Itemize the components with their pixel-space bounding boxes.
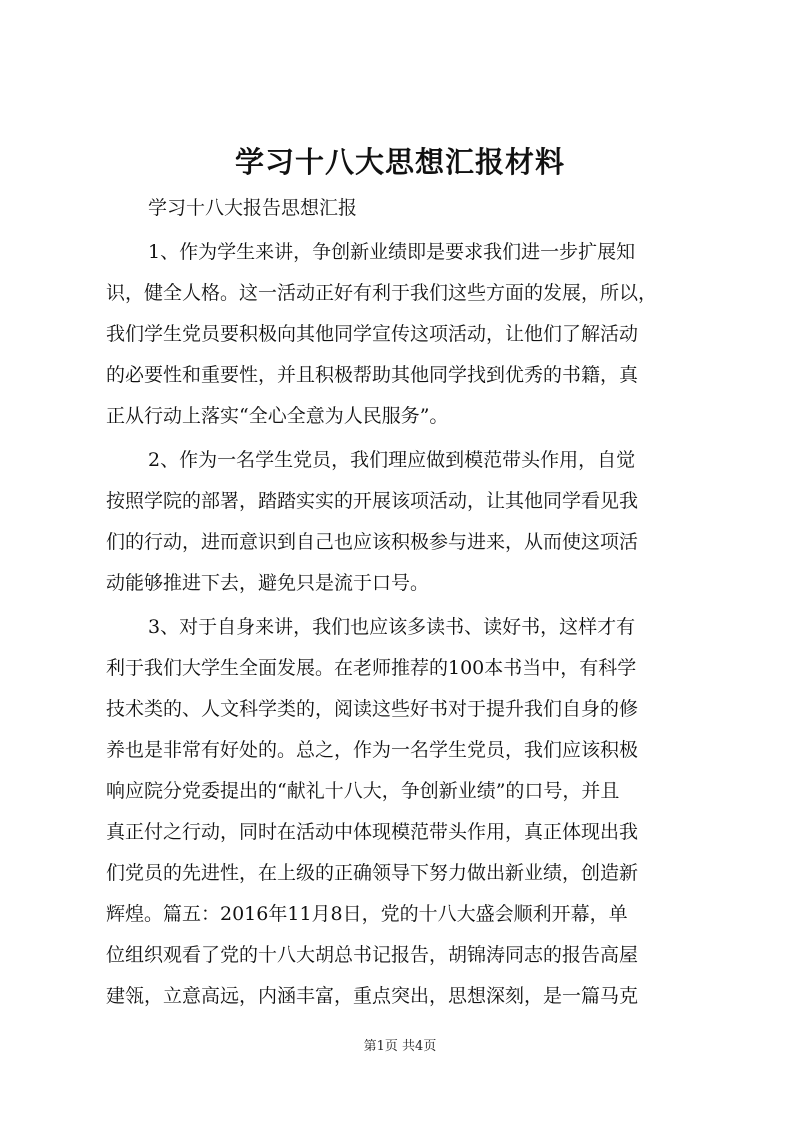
- paragraph-1-line: 我们学生党员要积极向其他同学宣传这项活动，让他们了解活动: [106, 323, 639, 345]
- paragraph-1-line: 正从行动上落实“全心全意为人民服务”。: [106, 405, 449, 427]
- paragraph-3-line: 位组织观看了党的十八大胡总书记报告，胡锦涛同志的报告高屋: [106, 944, 639, 966]
- document-title: 学习十八大思想汇报材料: [234, 145, 565, 179]
- paragraph-1-line: 1、作为学生来讲，争创新业绩即是要求我们进一步扩展知: [148, 241, 636, 263]
- document-subtitle: 学习十八大报告思想汇报: [148, 197, 358, 219]
- paragraph-3-line: 真正付之行动，同时在活动中体现模范带头作用，真正体现出我: [106, 821, 639, 843]
- paragraph-3-line: 技术类的、人文科学类的，阅读这些好书对于提升我们自身的修: [106, 698, 639, 720]
- paragraph-3-line: 养也是非常有好处的。总之，作为一名学生党员，我们应该积极: [106, 739, 639, 761]
- paragraph-3-line: 3、对于自身来讲，我们也应该多读书、读好书，这样才有: [148, 616, 636, 638]
- paragraph-1-line: 识，健全人格。这一活动正好有利于我们这些方面的发展，所以，: [106, 282, 658, 304]
- paragraph-2-line: 动能够推进下去，避免只是流于口号。: [106, 572, 430, 594]
- paragraph-1-line: 的必要性和重要性，并且积极帮助其他同学找到优秀的书籍，真: [106, 364, 639, 386]
- paragraph-3-line: 辉煌。篇五：2016年11月8日，党的十八大盛会顺利开幕，单: [106, 903, 628, 925]
- paragraph-3-line: 们党员的先进性，在上级的正确领导下努力做出新业绩，创造新: [106, 862, 639, 884]
- paragraph-3-line: 响应院分党委提出的“献礼十八大，争创新业绩”的口号，并且: [106, 780, 620, 802]
- paragraph-2-line: 2、作为一名学生党员，我们理应做到模范带头作用，自觉: [148, 449, 636, 471]
- paragraph-2-line: 按照学院的部署，踏踏实实的开展该项活动，让其他同学看见我: [106, 490, 639, 512]
- document-body: [106, 232, 706, 1017]
- paragraph-3-line: 利于我们大学生全面发展。在老师推荐的100本书当中，有科学: [106, 657, 637, 679]
- paragraph-2-line: 们的行动，进而意识到自己也应该积极参与进来，从而使这项活: [106, 531, 639, 553]
- page-footer: 第1页 共4页: [363, 1039, 437, 1054]
- paragraph-3-line: 建瓴，立意高远，内涵丰富，重点突出，思想深刻，是一篇马克: [106, 985, 639, 1007]
